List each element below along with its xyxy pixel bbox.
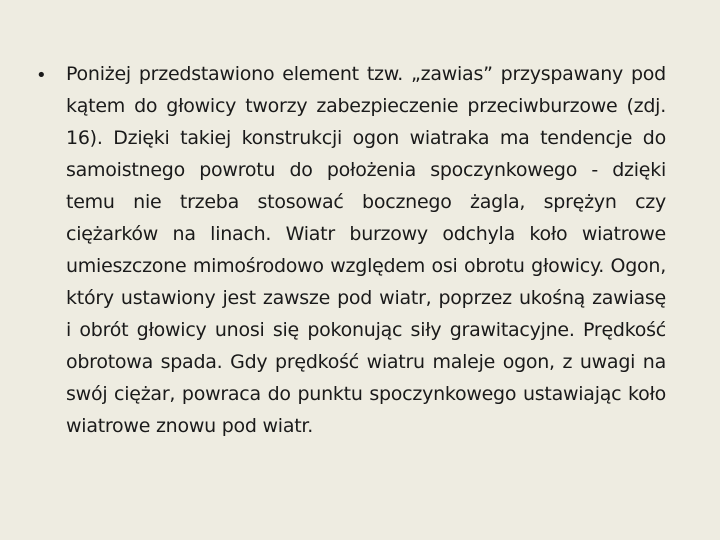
slide-content — [36, 58, 666, 442]
bullet-paragraph: Poniżej przedstawiono element tzw. „zawias” przyspawany pod kątem do głowicy tworzy zabezpieczenie przeciwburzowe (zdj. 16). Dzięki takiej konstrukcji ogon wiatraka ma tendencje do samoistnego powrotu do położenia spoczynkowego - dzięki temu nie trzeba stosować bocznego żagla, sprężyn czy ciężarków na linach. Wiatr burzowy odchyla koło wiatrowe umieszczone mimośrodowo względem osi obrotu głowicy. Ogon, który ustawiony jest zawsze pod wiatr, poprzez ukośną zawiasę i obrót głowicy unosi się pokonując siły grawitacyjne. Prędkość obrotowa spada. Gdy prędkość wiatru maleje ogon, z uwagi na swój ciężar, powraca do punktu spoczynkowego ustawiając koło wiatrowe znowu pod wiatr. — [66, 63, 666, 437]
bullet-item — [36, 58, 666, 442]
bullet-icon: • — [36, 65, 47, 86]
